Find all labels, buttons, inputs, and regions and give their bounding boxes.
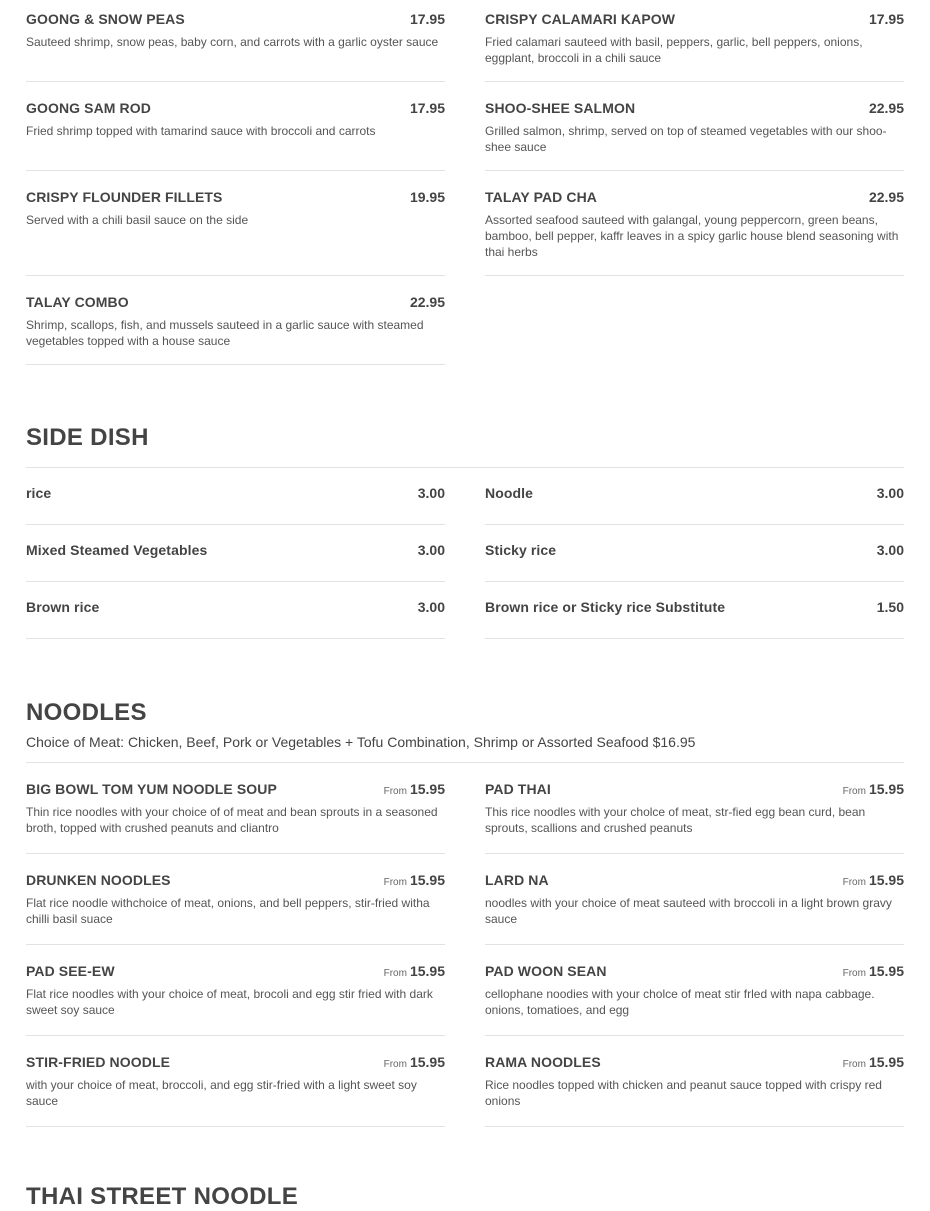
menu-item[interactable] (26, 945, 445, 1036)
item-price: 17.95 (409, 11, 445, 27)
section-divider (26, 762, 904, 763)
item-name: rice (26, 485, 52, 501)
from-label: From (842, 968, 866, 979)
item-name: SHOO-SHEE SALMON (485, 100, 636, 116)
menu-item[interactable] (485, 854, 904, 945)
menu-item[interactable] (26, 171, 445, 276)
section-title-thai-street-noodle: THAI STREET NOODLE (26, 1183, 299, 1210)
seafood-column-left (26, 11, 445, 365)
item-description: This rice noodles with your cholce of meat, str-fied egg bean curd, bean sprouts, scallions and crushed peanuts (485, 805, 866, 835)
price-value: 15.95 (868, 963, 904, 979)
item-name: BIG BOWL TOM YUM NOODLE SOUP (26, 781, 277, 797)
item-name: Brown rice or Sticky rice Substitute (485, 599, 726, 615)
item-name: GOONG & SNOW PEAS (26, 11, 185, 27)
menu-item[interactable] (485, 82, 904, 171)
from-label: From (383, 1059, 407, 1070)
item-price: 1.50 (876, 599, 904, 615)
item-price: 17.95 (409, 100, 445, 116)
item-name: Brown rice (26, 599, 100, 615)
price-value: 15.95 (409, 1054, 445, 1070)
price-value: 15.95 (868, 872, 904, 888)
item-description: with your choice of meat, broccoli, and egg stir-fried with a light sweet soy sauce (26, 1078, 417, 1108)
from-label: From (842, 877, 866, 888)
item-price (384, 872, 445, 888)
item-name: PAD WOON SEAN (485, 963, 607, 979)
item-description: cellophane noodies with your cholce of meat stir frled with napa cabbage. onions, tomatioes, and egg (485, 987, 875, 1017)
item-description: Grilled salmon, shrimp, served on top of steamed vegetables with our shoo-shee sauce (485, 124, 887, 154)
menu-item[interactable] (26, 854, 445, 945)
item-description: noodles with your choice of meat sauteed with broccoli in a light brown gravy sauce (485, 896, 892, 926)
menu-item[interactable] (485, 525, 904, 582)
item-description: Shrimp, scallops, fish, and mussels sauteed in a garlic sauce with steamed vegetables topped with a house sauce (26, 318, 424, 348)
menu-item[interactable] (485, 11, 904, 82)
item-description: Flat rice noodle withchoice of meat, onions, and bell peppers, stir-fried witha chilli basil suace (26, 896, 430, 926)
from-label: From (842, 1059, 866, 1070)
item-price: 22.95 (868, 100, 904, 116)
item-price: 3.00 (417, 599, 445, 615)
menu-item[interactable] (485, 781, 904, 854)
item-price: 22.95 (868, 189, 904, 205)
item-description: Assorted seafood sauteed with galangal, young peppercorn, green beans, bamboo, bell pepper, kaffr leaves in a spicy garlic house blend seasoning with thai herbs (485, 213, 899, 259)
item-price (843, 1054, 904, 1070)
item-name: PAD SEE-EW (26, 963, 115, 979)
price-value: 15.95 (868, 1054, 904, 1070)
item-price (843, 781, 904, 797)
item-description: Fried shrimp topped with tamarind sauce with broccoli and carrots (26, 124, 376, 138)
menu-item[interactable] (485, 582, 904, 639)
item-description: Flat rice noodles with your choice of meat, brocoli and egg stir fried with dark sweet soy sauce (26, 987, 433, 1017)
item-name: STIR-FRIED NOODLE (26, 1054, 171, 1070)
item-price (384, 781, 445, 797)
from-label: From (383, 877, 407, 888)
from-label: From (842, 786, 866, 797)
item-description: Sauteed shrimp, snow peas, baby corn, and carrots with a garlic oyster sauce (26, 35, 439, 49)
item-name: Mixed Steamed Vegetables (26, 542, 208, 558)
noodles-column-right (485, 781, 904, 1127)
menu-item[interactable] (26, 781, 445, 854)
item-price (843, 963, 904, 979)
item-description: Fried calamari sauteed with basil, peppers, garlic, bell peppers, onions, eggplant, broccoli in a chili sauce (485, 35, 863, 65)
item-name: GOONG SAM ROD (26, 100, 151, 116)
side-dish-column-left (26, 468, 445, 639)
item-name: CRISPY CALAMARI KAPOW (485, 11, 676, 27)
price-value: 15.95 (868, 781, 904, 797)
menu-item[interactable] (26, 582, 445, 639)
side-dish-column-right (485, 468, 904, 639)
item-price: 17.95 (868, 11, 904, 27)
from-label: From (383, 786, 407, 797)
seafood-column-right (485, 11, 904, 276)
section-note: Choice of Meat: Chicken, Beef, Pork or Vegetables + Tofu Combination, Shrimp or Assorted Seafood $16.95 (26, 734, 696, 750)
noodles-column-left (26, 781, 445, 1127)
item-name: TALAY COMBO (26, 294, 129, 310)
menu-item[interactable] (26, 82, 445, 171)
menu-item[interactable] (26, 276, 445, 365)
item-name: RAMA NOODLES (485, 1054, 601, 1070)
menu-item[interactable] (26, 11, 445, 82)
item-description: Thin rice noodles with your choice of of meat and bean sprouts in a seasoned broth, topped with crushed peanuts and cliantro (26, 805, 438, 835)
item-name: Noodle (485, 485, 534, 501)
price-value: 15.95 (409, 963, 445, 979)
item-name: LARD NA (485, 872, 549, 888)
item-name: PAD THAI (485, 781, 551, 797)
item-price: 3.00 (417, 485, 445, 501)
menu-item[interactable] (26, 525, 445, 582)
item-price: 3.00 (417, 542, 445, 558)
item-name: DRUNKEN NOODLES (26, 872, 171, 888)
menu-item[interactable] (26, 468, 445, 525)
menu-item[interactable] (26, 1036, 445, 1127)
menu-item[interactable] (485, 945, 904, 1036)
section-title-noodles: NOODLES (26, 699, 147, 726)
price-value: 15.95 (409, 781, 445, 797)
item-price: 19.95 (409, 189, 445, 205)
price-value: 15.95 (409, 872, 445, 888)
item-price: 22.95 (409, 294, 445, 310)
menu-item[interactable] (485, 171, 904, 276)
item-price: 3.00 (876, 485, 904, 501)
menu-item[interactable] (485, 468, 904, 525)
item-price: 3.00 (876, 542, 904, 558)
menu-item[interactable] (485, 1036, 904, 1127)
item-description: Served with a chili basil sauce on the side (26, 213, 249, 227)
item-name: TALAY PAD CHA (485, 189, 598, 205)
item-price (384, 1054, 445, 1070)
from-label: From (383, 968, 407, 979)
item-name: CRISPY FLOUNDER FILLETS (26, 189, 223, 205)
item-name: Sticky rice (485, 542, 557, 558)
item-price (384, 963, 445, 979)
section-title-side-dish: SIDE DISH (26, 424, 149, 451)
item-price (843, 872, 904, 888)
item-description: Rice noodles topped with chicken and peanut sauce topped with crispy red onions (485, 1078, 882, 1108)
